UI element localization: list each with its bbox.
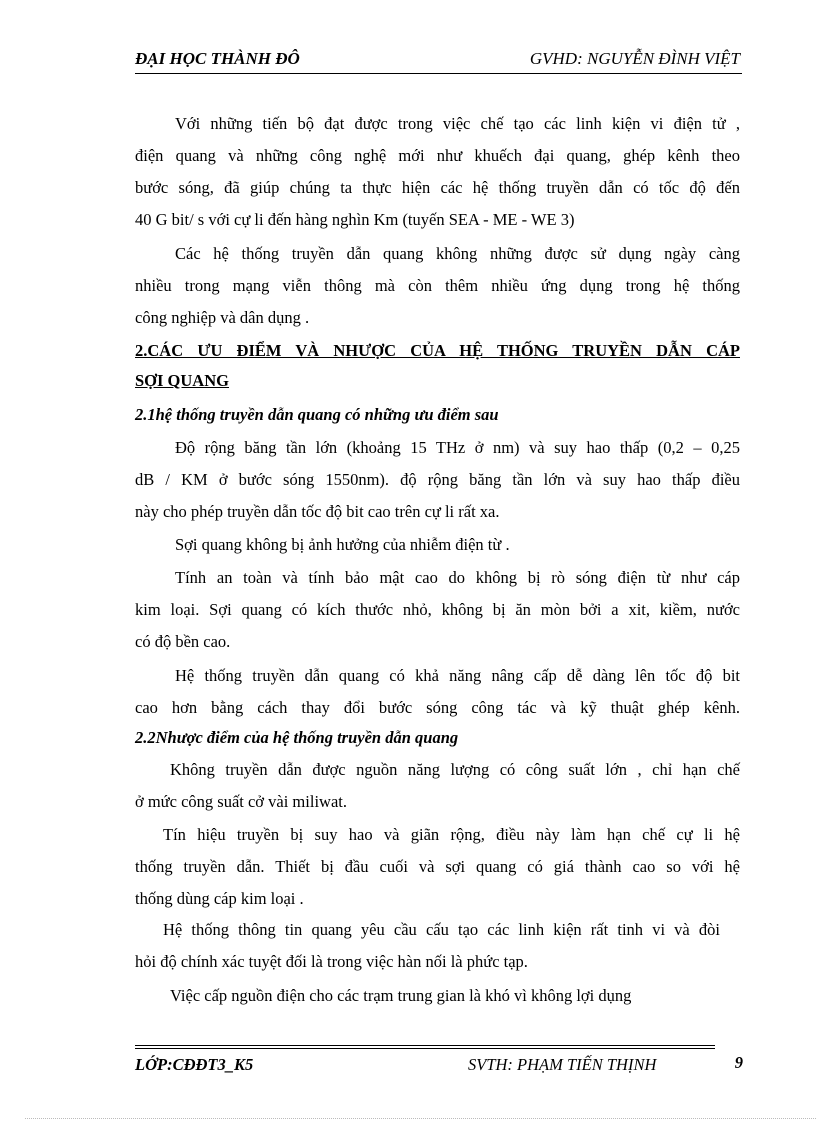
header-university: ĐẠI HỌC THÀNH ĐÔ [135, 49, 300, 68]
paragraph-intro-2 [135, 238, 740, 334]
text-line: công nghiệp và dân dụng . [135, 308, 310, 327]
text-line: Với những tiến bộ đạt được trong việc chế tạo các linh kiện vi điện tử , [175, 114, 740, 133]
footer-class: LỚP:CĐĐT3_K5 [135, 1055, 254, 1074]
section-heading-line: SỢI QUANG [135, 371, 229, 390]
footer-rule [135, 1048, 715, 1049]
text-line: bước sóng, đã giúp chúng ta thực hiện các hệ thống truyền dẫn có tốc độ đến [135, 178, 740, 197]
text-line: Việc cấp nguồn điện cho các trạm trung gian là khó vì không lợi dụng [170, 986, 632, 1005]
text-line: cao hơn bằng cách thay đổi bước sóng công tác và kỹ thuật ghép kênh. [135, 698, 740, 717]
paragraph-disadvantage-2 [135, 819, 740, 915]
text-line: điện quang và những công nghệ mới như khuếch đại quang, ghép kênh theo [135, 146, 740, 165]
text-line: nhiều trong mạng viễn thông mà còn thêm nhiều ứng dụng trong hệ thống [135, 276, 740, 295]
text-line: Tính an toàn và tính bảo mật cao do không bị rò sóng điện từ như cáp [175, 568, 740, 587]
text-line: này cho phép truyền dẫn tốc độ bit cao trên cự li rất xa. [135, 502, 500, 521]
text-line: Tín hiệu truyền bị suy hao và giãn rộng, điều này làm hạn chế cự li hệ [163, 825, 740, 844]
section-heading-line: 2.CÁC ƯU ĐIỂM VÀ NHƯỢC CỦA HỆ THỐNG TRUYỀN DẪN CÁP [135, 341, 740, 360]
paragraph-advantage-3 [135, 562, 740, 658]
text-line: thống truyền dẫn. Thiết bị đầu cuối và sợi quang có giá thành cao so với hệ [135, 857, 740, 876]
header-advisor: GVHD: NGUYỄN ĐÌNH VIỆT [529, 49, 740, 68]
text-line: Không truyền dẫn được nguồn năng lượng có công suất lớn , chỉ hạn chế [170, 760, 740, 779]
section-2-heading [135, 336, 740, 396]
footer-rule [135, 1045, 715, 1046]
page-header [135, 46, 742, 74]
paragraph-disadvantage-4 [135, 980, 740, 1012]
page-number: 9 [734, 1053, 743, 1072]
paragraph-intro-1 [135, 108, 740, 236]
header-rule [135, 73, 742, 74]
paragraph-advantage-4 [135, 660, 740, 724]
text-line: Độ rộng băng tần lớn (khoảng 15 THz ở nm) và suy hao thấp (0,2 – 0,25 [175, 438, 740, 457]
subsection-2-1-heading: 2.1hệ thống truyền dẫn quang có những ưu điểm sau [135, 405, 499, 424]
page-footer [135, 1045, 745, 1085]
paragraph-advantage-1 [135, 432, 740, 528]
text-line: kim loại. Sợi quang có kích thước nhỏ, không bị ăn mòn bởi a xit, kiềm, nước [135, 600, 740, 619]
footer-student: SVTH: PHẠM TIẾN THỊNH [468, 1055, 657, 1074]
text-line: Sợi quang không bị ảnh hưởng của nhiễm điện từ . [175, 535, 510, 554]
subsection-2-2-heading: 2.2Nhược điểm của hệ thống truyền dẫn quang [135, 728, 459, 747]
paragraph-advantage-2 [135, 529, 740, 561]
text-line: Hệ thống thông tin quang yêu cầu cấu tạo các linh kiện rất tinh vi và đòi [163, 920, 720, 939]
text-line: thống dùng cáp kim loại . [135, 889, 304, 908]
text-line: có độ bền cao. [135, 632, 231, 651]
text-line: dB / KM ở bước sóng 1550nm). độ rộng băng tần lớn và suy hao thấp điều [135, 470, 740, 489]
page-edge-divider [25, 1118, 816, 1119]
paragraph-disadvantage-1 [135, 754, 740, 818]
paragraph-disadvantage-3 [135, 914, 720, 978]
text-line: hỏi độ chính xác tuyệt đối là trong việc hàn nối là phức tạp. [135, 952, 528, 971]
text-line: Hệ thống truyền dẫn quang có khả năng nâng cấp dễ dàng lên tốc độ bit [175, 666, 740, 685]
text-line: 40 G bit/ s với cự li đến hàng nghìn Km (tuyến SEA - ME - WE 3) [135, 210, 575, 229]
text-line: ở mức công suất cở vài miliwat. [135, 792, 347, 811]
text-line: Các hệ thống truyền dẫn quang không những được sử dụng ngày càng [175, 244, 740, 263]
